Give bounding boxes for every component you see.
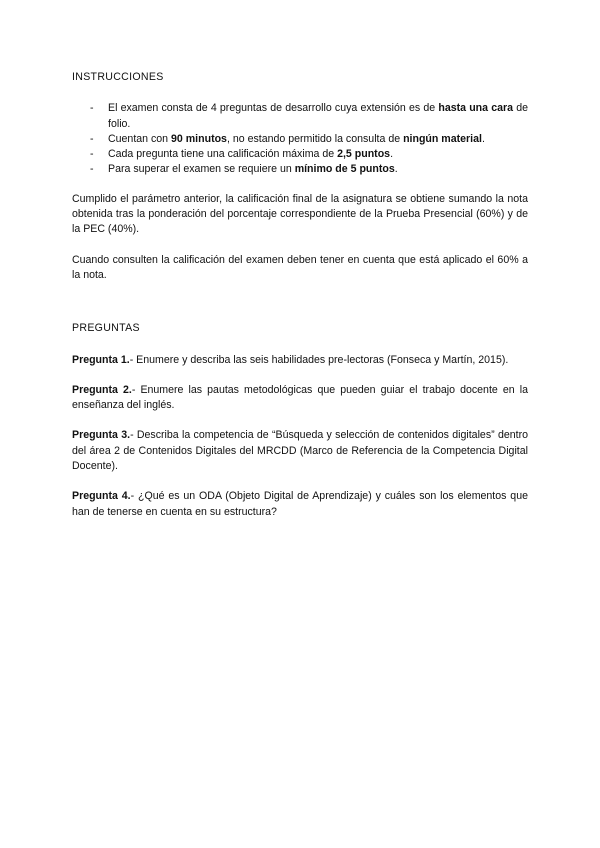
item-text: . — [481, 132, 485, 145]
item-bold-text: 2,5 puntos — [337, 148, 391, 161]
question-text: - ¿Qué es un ODA (Objeto Digital de Aprendizaje) y cuáles son los elementos que han de tenerse en cuenta en su estructura? — [72, 490, 528, 518]
item-text: . — [390, 148, 394, 161]
question-label: Pregunta 4. — [72, 490, 131, 503]
item-text: Cada pregunta tiene una calificación máxima de — [108, 148, 338, 161]
item-text: El examen consta de 4 preguntas de desarrollo cuya extensión es de — [108, 102, 439, 115]
question-1 — [72, 353, 528, 368]
grading-paragraph: Cumplido el parámetro anterior, la calificación final de la asignatura se obtiene sumando la nota obtenida tras la ponderación del porcentaje correspondiente de la Prueba Presencial (60%) y de la PEC (40%). — [72, 192, 528, 236]
item-text: Para superar el examen se requiere un — [108, 163, 295, 176]
item-bold-text: mínimo de 5 puntos — [294, 163, 395, 176]
question-text: - Enumere y describa las seis habilidades pre-lectoras (Fonseca y Martín, 2015). — [129, 353, 509, 366]
item-text: , no estando permitido la consulta de — [226, 132, 404, 145]
item-bold-text: ningún material — [403, 132, 482, 145]
question-4 — [72, 489, 528, 520]
list-item — [72, 132, 528, 147]
grading-note-paragraph: Cuando consulten la calificación del examen deben tener en cuenta que está aplicado el 60% a la nota. — [72, 253, 528, 281]
item-text: . — [394, 163, 398, 176]
question-text: - Enumere las pautas metodológicas que pueden guiar el trabajo docente en la enseñanza del inglés. — [72, 383, 528, 412]
instructions-list — [72, 101, 528, 177]
item-bold-text: 90 minutos — [171, 132, 227, 145]
item-bold-text: hasta una cara — [438, 102, 514, 115]
instructions-heading: INSTRUCCIONES — [72, 71, 164, 83]
question-3 — [72, 428, 528, 474]
list-item — [72, 147, 528, 162]
question-text: - Describa la competencia de “Búsqueda y selección de contenidos digitales” dentro del área 2 de Contenidos Digitales del MRCDD (Marco de Referencia de la Competencia Digital Docente). — [72, 429, 528, 473]
item-text: Cuentan con — [108, 132, 172, 145]
list-item — [72, 101, 528, 132]
question-label: Pregunta 3. — [72, 429, 131, 442]
questions-heading: PREGUNTAS — [72, 322, 140, 335]
item-text: de folio. — [108, 102, 528, 130]
question-label: Pregunta 2. — [72, 383, 132, 396]
question-label: Pregunta 1. — [72, 353, 130, 366]
question-2 — [72, 383, 528, 414]
list-item — [72, 162, 528, 177]
